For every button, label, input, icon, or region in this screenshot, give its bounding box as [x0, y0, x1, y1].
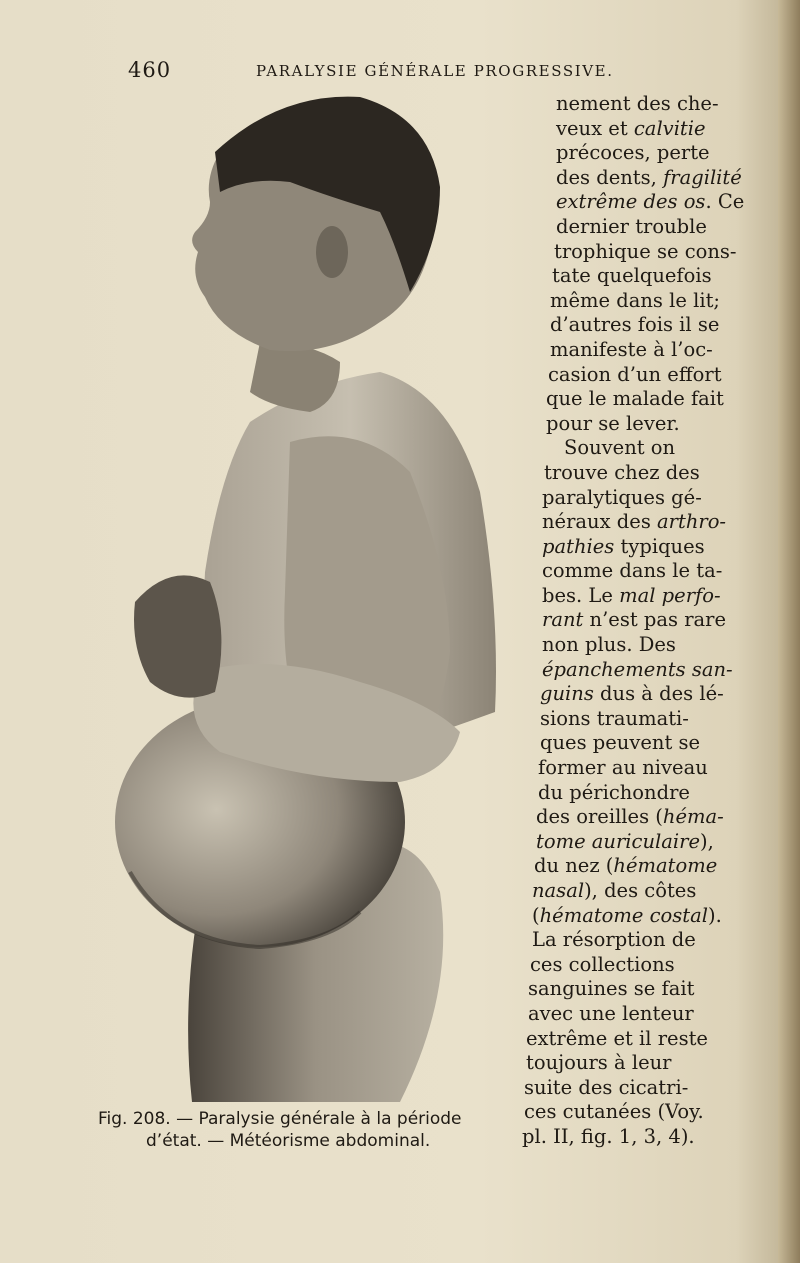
text-line — [520, 1100, 760, 1125]
text-run: des oreilles ( — [536, 805, 663, 829]
italic-text: guins — [540, 682, 594, 706]
text-run: La résorption de — [532, 928, 696, 952]
text-line — [520, 264, 760, 289]
caption-line: d’état. — Météorisme abdominal. — [146, 1131, 431, 1151]
italic-text: héma- — [662, 805, 724, 829]
text-run: néraux des — [542, 510, 658, 534]
text-run: même dans le lit; — [550, 288, 720, 312]
text-line — [520, 608, 760, 633]
text-run: du nez ( — [534, 854, 614, 878]
text-line — [520, 781, 760, 806]
text-run: former au niveau — [538, 756, 708, 780]
text-line — [520, 486, 760, 511]
text-run: manifeste à l’oc- — [550, 337, 713, 361]
text-run: précoces, perte — [556, 141, 710, 165]
text-line — [520, 559, 760, 584]
italic-text: tome auriculaire — [536, 829, 700, 853]
italic-text: nasal — [532, 879, 585, 902]
figure-caption — [98, 1108, 518, 1152]
text-line — [520, 313, 760, 338]
text-run: des dents, — [556, 165, 664, 189]
text-line — [520, 461, 760, 486]
text-line — [520, 977, 760, 1002]
text-line — [520, 805, 760, 830]
text-run: ), des côtes — [584, 879, 697, 902]
text-line — [520, 928, 760, 953]
text-line — [520, 682, 760, 707]
text-line — [520, 904, 760, 929]
text-run: nement des che- — [556, 92, 719, 115]
body-text-column — [520, 92, 760, 1150]
text-line — [520, 584, 760, 609]
page-header — [0, 58, 800, 84]
text-run: ( — [532, 903, 540, 927]
italic-text: mal perfo- — [619, 583, 721, 607]
text-line — [520, 1002, 760, 1027]
running-head: PARALYSIE GÉNÉRALE PROGRESSIVE. — [256, 62, 614, 80]
italic-text: hématome costal — [539, 903, 708, 927]
text-run: suite des cicatri- — [524, 1075, 689, 1099]
text-line — [520, 215, 760, 240]
text-run: tate quelquefois — [552, 264, 712, 288]
italic-text: arthro- — [657, 510, 727, 534]
italic-text: calvitie — [633, 116, 706, 140]
text-run: non plus. Des — [542, 633, 676, 657]
text-line — [520, 1027, 760, 1052]
text-line — [520, 92, 760, 117]
text-line — [520, 387, 760, 412]
patient-profile-image — [110, 92, 520, 1107]
text-line — [520, 633, 760, 658]
text-line — [520, 166, 760, 191]
text-run: ques peuvent se — [540, 731, 701, 755]
text-line — [520, 658, 760, 683]
text-run: sions traumati- — [540, 706, 689, 730]
text-run: pl. II, fig. 1, 3, 4). — [522, 1124, 695, 1148]
italic-text: fragilité — [663, 165, 742, 189]
text-line — [520, 190, 760, 215]
text-line — [520, 240, 760, 265]
text-line — [520, 731, 760, 756]
text-line — [520, 1076, 760, 1101]
italic-text: rant — [542, 608, 584, 632]
text-line — [520, 707, 760, 732]
text-run: comme dans le ta- — [542, 559, 723, 583]
text-line — [520, 117, 760, 142]
text-run: ), — [700, 829, 714, 853]
text-run: que le malade fait — [546, 387, 724, 411]
italic-text: épanchements san- — [542, 657, 733, 681]
text-run: dernier trouble — [556, 214, 707, 238]
patient-photograph — [110, 92, 520, 1107]
text-run: avec une lenteur — [528, 1001, 694, 1025]
page-number: 460 — [128, 58, 172, 82]
text-run: n’est pas rare — [583, 608, 727, 632]
text-line — [520, 289, 760, 314]
text-run: ces cutanées (Voy. — [524, 1100, 704, 1124]
italic-text: hématome — [613, 854, 718, 878]
text-run: casion d’un effort — [548, 362, 722, 386]
italic-text: pathies — [542, 534, 615, 558]
italic-text: extrême des os — [556, 190, 706, 214]
caption-line: Fig. 208. — Paralysie générale à la période — [98, 1109, 462, 1129]
text-run: sanguines se fait — [528, 977, 695, 1001]
text-line — [520, 363, 760, 388]
text-line — [520, 879, 760, 904]
text-run: veux et — [556, 116, 634, 140]
text-run: pour se lever. — [546, 411, 680, 435]
text-line — [520, 1125, 760, 1150]
text-line — [520, 756, 760, 781]
text-line — [520, 854, 760, 879]
text-line — [520, 535, 760, 560]
text-line — [520, 1051, 760, 1076]
text-run: toujours à leur — [526, 1051, 672, 1075]
text-line — [520, 436, 760, 461]
text-run: du périchondre — [538, 780, 690, 804]
text-line — [520, 830, 760, 855]
text-line — [520, 510, 760, 535]
text-line — [520, 338, 760, 363]
text-run: trouve chez des — [544, 460, 700, 484]
text-run: paralytiques gé- — [542, 485, 702, 509]
text-run: d’autres fois il se — [550, 313, 720, 337]
text-line — [520, 953, 760, 978]
text-line — [520, 141, 760, 166]
text-run: ). — [708, 903, 722, 927]
text-run: trophique se cons- — [554, 239, 737, 263]
text-run: ces collections — [530, 952, 675, 976]
text-run: dus à des lé- — [593, 682, 724, 706]
book-spine-edge — [778, 0, 800, 1263]
text-run: typiques — [614, 534, 705, 558]
text-line — [520, 412, 760, 437]
text-run: Souvent on — [564, 436, 676, 460]
text-run: extrême et il reste — [526, 1026, 708, 1050]
text-run: . Ce — [705, 190, 745, 214]
text-run: bes. Le — [542, 583, 620, 607]
